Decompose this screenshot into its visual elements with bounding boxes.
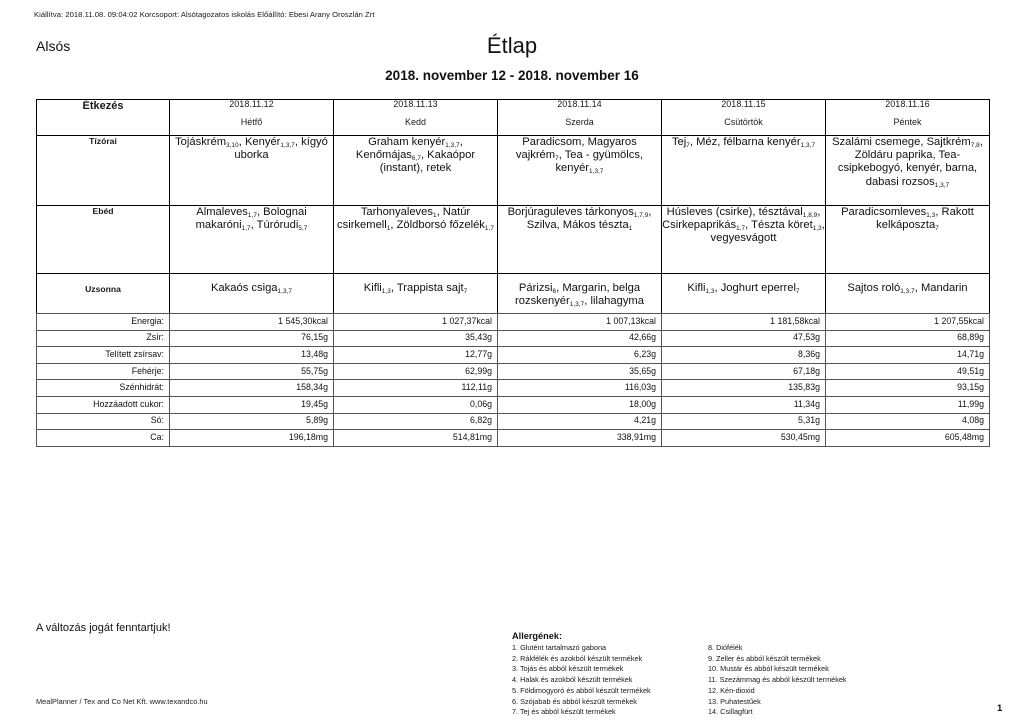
nutrition-value: 0,06g (334, 396, 498, 413)
nutrition-value: 1 027,37kcal (334, 314, 498, 331)
nutrition-row (37, 380, 990, 397)
allergen-list-left (512, 643, 708, 718)
column-header-day (334, 100, 498, 136)
allergen-code: 7 (935, 225, 939, 233)
nutrition-value: 47,53g (662, 330, 826, 347)
nutrition-value: 19,45g (170, 396, 334, 413)
nutrition-row (37, 363, 990, 380)
allergen-item: 3. Tojás és abból készült termékek (512, 664, 624, 674)
allergen-item: 7. Tej és abból készült termékek (512, 707, 616, 717)
nutrition-value: 112,11g (334, 380, 498, 397)
allergen-code: 1,7 (241, 225, 251, 233)
meal-type-label: Ebéd (37, 206, 170, 274)
nutrition-value: 62,99g (334, 363, 498, 380)
day-name: Csütörtök (724, 117, 763, 127)
column-header-day (826, 100, 990, 136)
nutrition-row (37, 430, 990, 447)
nutrition-row (37, 396, 990, 413)
column-header-meal: Étkezés (37, 100, 170, 136)
allergen-code: 7 (555, 155, 559, 163)
day-date: 2018.11.16 (885, 99, 930, 109)
day-name: Hétfő (240, 117, 263, 127)
menu-cell: Tarhonyaleves$_1$, Natúr csirkemell$_1$, Zöldborsó főzelék$_{1,7}$ (334, 206, 498, 274)
allergen-code: 1,3 (381, 288, 391, 295)
allergen-code: 7 (463, 288, 468, 295)
column-header-day (170, 100, 334, 136)
nutrition-value: 18,00g (498, 396, 662, 413)
allergen-item: 12. Kén-dioxid (708, 685, 755, 695)
day-name: Szerda (565, 117, 594, 127)
nutrition-value: 135,83g (662, 380, 826, 397)
nutrition-value: 4,08g (826, 413, 990, 430)
nutrition-value: 35,43g (334, 330, 498, 347)
nutrition-value: 1 007,13kcal (498, 314, 662, 331)
allergen-code: 1,8,9 (802, 212, 818, 219)
nutrition-value: 35,65g (498, 363, 662, 380)
allergen-code: 1,7 (247, 212, 257, 219)
nutrition-label: Telített zsírsav: (37, 347, 170, 364)
allergen-code: 1,3,7 (900, 288, 915, 295)
allergen-code: 1,3 (926, 212, 936, 219)
nutrition-row (37, 330, 990, 347)
day-date: 2018.11.14 (557, 99, 602, 109)
allergen-code: 1 (432, 212, 437, 219)
nutrition-value: 42,66g (498, 330, 662, 347)
allergen-code: 1,3,7 (280, 142, 295, 149)
menu-cell: Húsleves (csirke), tésztával$_{1,8,9}$, Csirkepaprikás$_{1,7}$, Tészta köret$_{1,3}$, vegyesvágott (662, 206, 826, 274)
nutrition-label: Szénhidrát: (37, 380, 170, 397)
nutrition-value: 338,91mg (498, 430, 662, 447)
allergen-code: 1,3,7 (445, 142, 460, 149)
nutrition-value: 49,51g (826, 363, 990, 380)
allergen-code: 1 (628, 225, 633, 233)
allergen-item: 6. Szójabab és abból készült termékek (512, 696, 637, 706)
menu-cell: Kakaós csiga$_{1,3,7}$ (170, 274, 334, 314)
date-range-subtitle: 2018. november 12 - 2018. november 16 (385, 68, 639, 83)
menu-cell: Kifli$_{1,3}$, Joghurt eperrel$_7$ (662, 274, 826, 314)
nutrition-value: 5,89g (170, 413, 334, 430)
meal-type-label: Uzsonna (37, 274, 170, 314)
nutrition-value: 12,77g (334, 347, 498, 364)
day-date: 2018.11.15 (721, 99, 766, 109)
nutrition-value: 76,15g (170, 330, 334, 347)
nutrition-value: 68,89g (826, 330, 990, 347)
allergen-code: 1,3,7 (934, 181, 950, 189)
nutrition-row (37, 314, 990, 331)
allergen-item: 8. Diófélék (708, 643, 743, 652)
nutrition-row (37, 413, 990, 430)
day-date: 2018.11.12 (229, 99, 274, 109)
allergen-code: 1,3 (705, 288, 715, 295)
menu-cell: Paradicsomleves$_{1,3}$, Rakott kelkáposzta$_7$ (826, 206, 990, 274)
menu-table-row (37, 206, 990, 274)
nutrition-value: 514,81mg (334, 430, 498, 447)
age-group-label: Alsós (36, 38, 71, 54)
nutrition-row (37, 347, 990, 364)
allergen-item: 2. Rákfélék és azokból készült termékek (512, 653, 643, 663)
nutrition-value: 530,45mg (662, 430, 826, 447)
allergen-code: 1,3,7 (569, 301, 585, 309)
allergen-item: 10. Mustár és abból készült termékek (708, 664, 829, 674)
allergen-code: 1,7 (484, 225, 494, 233)
nutrition-label: Energia: (37, 314, 170, 331)
nutrition-label: Hozzáadott cukor: (37, 396, 170, 413)
nutrition-value: 8,36g (662, 347, 826, 364)
nutrition-value: 6,23g (498, 347, 662, 364)
allergen-item: 4. Halak és azokból készült termékek (512, 675, 633, 685)
nutrition-value: 116,03g (498, 380, 662, 397)
allergen-code: 1,3,7 (589, 168, 604, 176)
allergen-item: 11. Szezámmag és abból készült termékek (708, 675, 847, 685)
nutrition-value: 4,21g (498, 413, 662, 430)
allergen-legend (512, 631, 992, 718)
nutrition-value: 605,48mg (826, 430, 990, 447)
allergen-code: 3,10 (226, 142, 239, 149)
allergen-code: 1 (386, 225, 391, 233)
day-name: Kedd (404, 117, 427, 127)
menu-table-header-row (37, 100, 990, 136)
menu-cell: Párizsi$_6$, Margarin, belga rozskenyér$_{1,3,7}$, lilahagyma (498, 274, 662, 314)
nutrition-value: 1 207,55kcal (826, 314, 990, 331)
allergen-code: 7,8 (970, 142, 980, 149)
allergen-item: 13. Puhatestűek (708, 696, 761, 706)
nutrition-value: 14,71g (826, 347, 990, 364)
menu-table (36, 99, 990, 314)
allergen-code: 1,3,7 (277, 288, 293, 295)
menu-cell: Sajtos roló$_{1,3,7}$, Mandarin (826, 274, 990, 314)
nutrition-label: Zsír: (37, 330, 170, 347)
page-number: 1 (997, 703, 1003, 714)
allergen-code: 7 (795, 288, 800, 295)
nutrition-value: 11,99g (826, 396, 990, 413)
nutrition-value: 55,75g (170, 363, 334, 380)
day-date: 2018.11.13 (393, 99, 438, 109)
menu-cell: Borjúraguleves tárkonyos$_{1,7,9}$, Szilva, Mákos tészta$_1$ (498, 206, 662, 274)
allergen-legend-title: Allergének: (512, 631, 563, 641)
allergen-code: 1,7,9 (633, 212, 649, 219)
nutrition-label: Fehérje: (37, 363, 170, 380)
nutrition-label: Ca: (37, 430, 170, 447)
menu-cell: Szalámi csemege, Sajtkrém$_{7,8}$, Zöldáru paprika, Tea-csipkebogyó, kenyér, barna, dabasi rozsos$_{1,3,7}$ (826, 136, 990, 206)
menu-cell: Graham kenyér$_{1,3,7}$, Kenőmájas$_{6,7}$, Kakaópor (instant), retek (334, 136, 498, 206)
document-meta-line: Kiállítva: 2018.11.08. 09:04:02 Korcsoport: Alsótagozatos iskolás Előállító: Ebesi Arany Oroszlán Zrt (34, 10, 375, 19)
allergen-code: 1,7 (736, 225, 746, 233)
allergen-item: 14. Csillagfürt (708, 707, 753, 717)
nutrition-value: 158,34g (170, 380, 334, 397)
menu-table-row (37, 136, 990, 206)
allergen-item: 9. Zeller és abból készült termékek (708, 653, 821, 663)
day-name: Péntek (893, 117, 922, 127)
nutrition-table (36, 313, 990, 447)
nutrition-label: Só: (37, 413, 170, 430)
menu-cell: Tej$_7$, Méz, félbarna kenyér$_{1,3,7}$ (662, 136, 826, 206)
menu-table-row (37, 274, 990, 314)
brand-footer: MealPlanner / Tex and Co Net Kft. www.texandco.hu (36, 697, 208, 706)
nutrition-value: 13,48g (170, 347, 334, 364)
allergen-item: 5. Földimogyoró és abból készült termékek (512, 685, 651, 695)
nutrition-value: 1 181,58kcal (662, 314, 826, 331)
menu-cell: Paradicsom, Magyaros vajkrém$_7$, Tea - gyümölcs, kenyér$_{1,3,7}$ (498, 136, 662, 206)
menu-cell: Kifli$_{1,3}$, Trappista sajt$_7$ (334, 274, 498, 314)
change-reservation-note: A változás jogát fenntartjuk! (36, 622, 171, 634)
allergen-list-right (708, 643, 988, 718)
nutrition-value: 11,34g (662, 396, 826, 413)
nutrition-value: 1 545,30kcal (170, 314, 334, 331)
allergen-item: 1. Glutént tartalmazó gabona (512, 643, 607, 652)
meal-type-label: Tízórai (37, 136, 170, 206)
column-header-day (662, 100, 826, 136)
column-header-day (498, 100, 662, 136)
page-title: Étlap (486, 33, 538, 58)
nutrition-value: 6,82g (334, 413, 498, 430)
allergen-code: 6 (552, 288, 557, 295)
allergen-code: 7 (686, 142, 690, 149)
menu-cell: Tojáskrém$_{3,10}$, Kenyér$_{1,3,7}$, kígyó uborka (170, 136, 334, 206)
menu-cell: Almaleves$_{1,7}$, Bolognai makaróni$_{1,7}$, Túrórudi$_{5,7}$ (170, 206, 334, 274)
nutrition-value: 67,18g (662, 363, 826, 380)
nutrition-value: 5,31g (662, 413, 826, 430)
allergen-code: 1,3,7 (800, 142, 816, 149)
nutrition-value: 196,18mg (170, 430, 334, 447)
allergen-code: 6,7 (411, 155, 421, 163)
allergen-code: 1,3 (812, 225, 822, 233)
nutrition-value: 93,15g (826, 380, 990, 397)
allergen-code: 5,7 (298, 225, 308, 233)
